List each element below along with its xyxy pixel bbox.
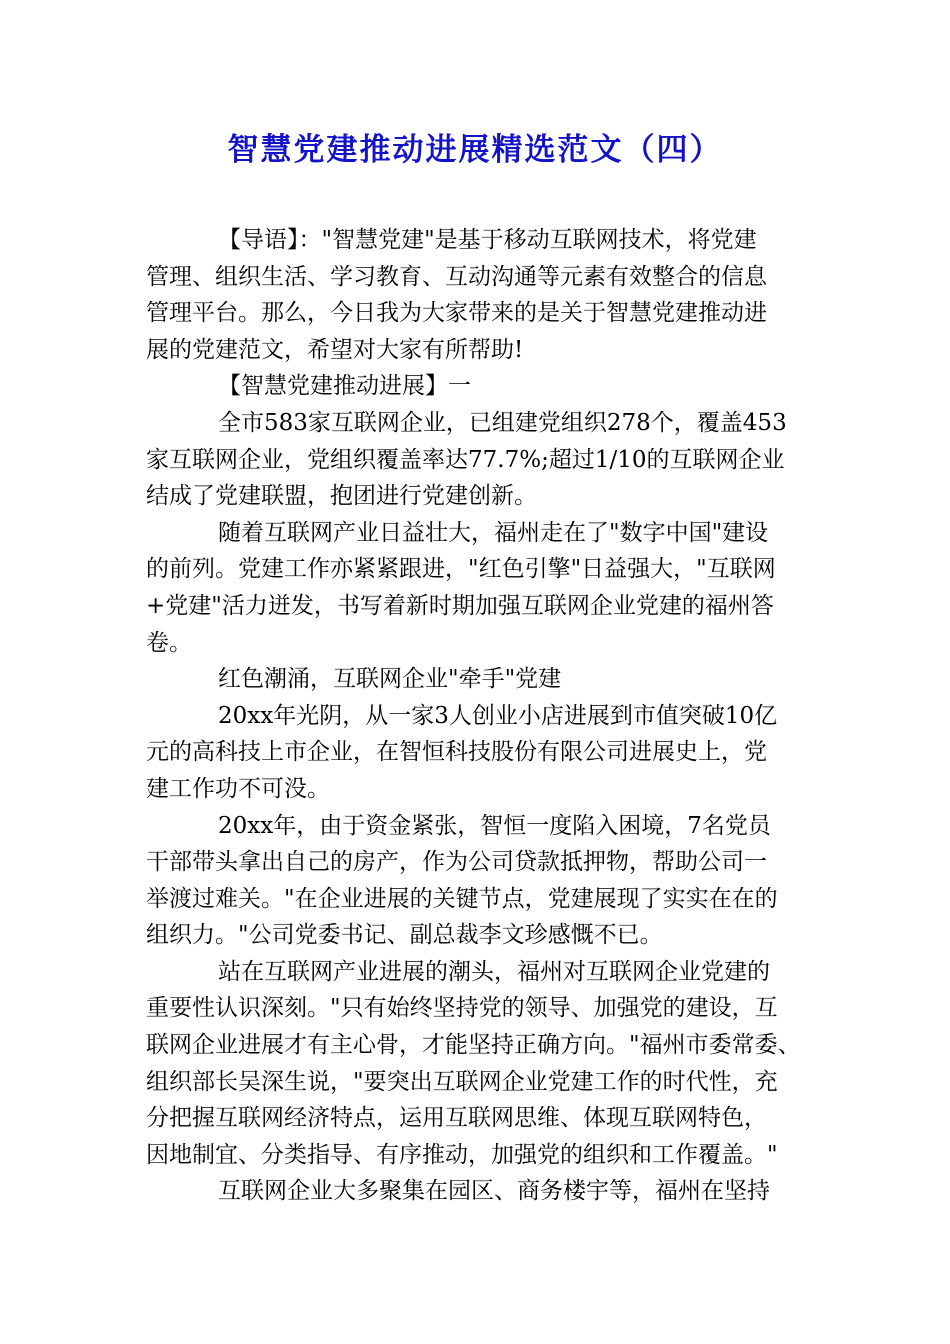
text-line: 干部带头拿出自己的房产，作为公司贷款抵押物，帮助公司一 bbox=[146, 849, 767, 876]
paragraph bbox=[146, 222, 810, 368]
paragraph bbox=[146, 368, 810, 405]
text-line: 组织力。"公司党委书记、副总裁李文珍感慨不已。 bbox=[146, 922, 663, 949]
paragraph bbox=[146, 808, 810, 954]
text-line: 展的党建范文，希望对大家有所帮助! bbox=[146, 336, 524, 363]
text-line: 建工作功不可没。 bbox=[146, 775, 330, 802]
text-line: 家互联网企业，党组织覆盖率达77.7%;超过1/10的互联网企业 bbox=[146, 446, 785, 473]
text-line: +党建"活力迸发，书写着新时期加强互联网企业党建的福州答 bbox=[146, 592, 774, 619]
paragraph bbox=[146, 661, 810, 698]
text-line: 卷。 bbox=[146, 629, 192, 656]
text-line: 举渡过难关。"在企业进展的关键节点，党建展现了实实在在的 bbox=[146, 885, 778, 912]
text-line: 红色潮涌，互联网企业"牵手"党建 bbox=[218, 666, 562, 693]
text-line: 20xx年，由于资金紧张，智恒一度陷入困境，7名党员 bbox=[218, 812, 771, 839]
paragraph bbox=[146, 1173, 810, 1210]
text-line: 结成了党建联盟，抱团进行党建创新。 bbox=[146, 483, 537, 510]
paragraph bbox=[146, 515, 810, 661]
text-line: 组织部长吴深生说，"要突出互联网企业党建工作的时代性，充 bbox=[146, 1068, 778, 1095]
text-line: 管理平台。那么，今日我为大家带来的是关于智慧党建推动进 bbox=[146, 300, 767, 327]
text-line: 全市583家互联网企业，已组建党组织278个，覆盖453 bbox=[218, 409, 787, 436]
paragraph bbox=[146, 954, 810, 1174]
text-line: 20xx年光阴，从一家3人创业小店进展到市值突破10亿 bbox=[218, 702, 778, 729]
text-line: 因地制宜、分类指导、有序推动，加强党的组织和工作覆盖。" bbox=[146, 1141, 778, 1168]
paragraph bbox=[146, 405, 810, 515]
text-line: 重要性认识深刻。"只有始终坚持党的领导、加强党的建设，互 bbox=[146, 995, 778, 1022]
text-line: 的前列。党建工作亦紧紧跟进，"红色引擎"日益强大，"互联网 bbox=[146, 556, 776, 583]
paragraph bbox=[146, 698, 810, 808]
text-line: 元的高科技上市企业，在智恒科技股份有限公司进展史上，党 bbox=[146, 739, 767, 766]
text-line: 随着互联网产业日益壮大，福州走在了"数字中国"建设 bbox=[218, 519, 769, 546]
text-line: 互联网企业大多聚集在园区、商务楼宇等，福州在坚持 bbox=[218, 1178, 770, 1205]
text-line: 站在互联网产业进展的潮头，福州对互联网企业党建的 bbox=[218, 958, 770, 985]
text-line: 【导语】："智慧党建"是基于移动互联网技术，将党建 bbox=[218, 227, 757, 253]
text-line: 管理、组织生活、学习教育、互动沟通等元素有效整合的信息 bbox=[146, 263, 767, 290]
text-line: 【智慧党建推动进展】一 bbox=[218, 373, 471, 400]
text-line: 分把握互联网经济特点，运用互联网思维、体现互联网特色， bbox=[146, 1105, 767, 1132]
text-line: 联网企业进展才有主心骨，才能坚持正确方向。"福州市委常委、 bbox=[146, 1032, 801, 1059]
document-body bbox=[146, 222, 810, 1210]
document-title: 智慧党建推动进展精选范文（四） bbox=[227, 132, 723, 168]
